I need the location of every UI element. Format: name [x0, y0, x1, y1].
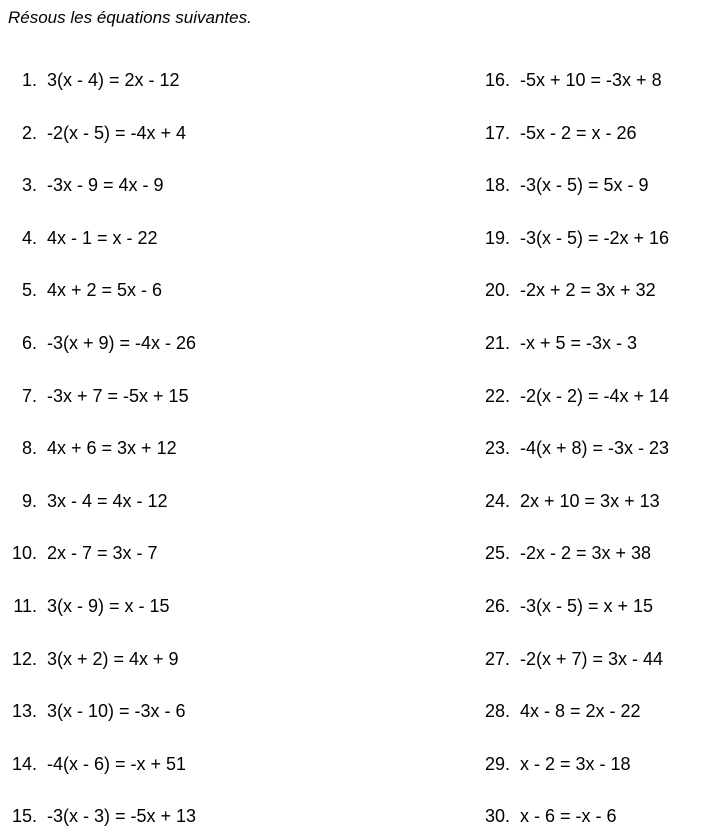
equation-item [470, 226, 669, 250]
equation-text: -4(x - 6) = -x + 51 [47, 753, 187, 774]
equation-text: 3(x - 9) = x - 15 [47, 596, 170, 616]
equation-item [470, 68, 662, 92]
equation-number: 16. [484, 70, 510, 90]
equation-text: 4x - 1 = x - 22 [47, 227, 158, 248]
equation-number: 26. [484, 596, 510, 616]
equation-text: -2(x - 2) = -4x + 14 [520, 385, 670, 406]
equation-text: 4x + 6 = 3x + 12 [47, 438, 177, 459]
equation-text: -5x + 10 = -3x + 8 [520, 70, 662, 90]
equation-item [470, 489, 660, 513]
equation-item [0, 384, 189, 408]
equation-number: 12. [11, 648, 37, 669]
equation-item [0, 699, 186, 723]
equation-text: -2(x + 7) = 3x - 44 [520, 648, 664, 669]
equation-number: 20. [484, 280, 510, 301]
equation-item [470, 384, 669, 408]
equation-item [0, 804, 196, 828]
equation-item [0, 594, 170, 618]
equation-number: 15. [11, 806, 37, 827]
equation-text: -3(x - 5) = -2x + 16 [520, 227, 670, 248]
equation-item [470, 752, 631, 776]
equation-number: 9. [21, 490, 37, 511]
equation-item [0, 173, 164, 197]
equation-text: 3(x - 4) = 2x - 12 [47, 70, 180, 90]
equation-item [470, 173, 649, 197]
equation-text: -3(x - 5) = 5x - 9 [520, 175, 649, 196]
equation-number: 1. [21, 70, 37, 90]
equation-item [470, 331, 637, 355]
equation-text: 3(x + 2) = 4x + 9 [47, 648, 179, 669]
equation-number: 6. [21, 333, 37, 353]
equation-number: 21. [484, 333, 510, 353]
equation-number: 10. [11, 543, 37, 564]
equation-number: 8. [21, 438, 37, 459]
equation-item [0, 541, 158, 565]
equation-text: -2x + 2 = 3x + 32 [520, 280, 656, 301]
equation-item [0, 68, 180, 92]
equation-number: 2. [21, 122, 37, 143]
equation-number: 17. [484, 122, 510, 143]
equation-text: -3x - 9 = 4x - 9 [47, 175, 164, 196]
equation-text: -3x + 7 = -5x + 15 [47, 385, 189, 406]
equation-item [470, 121, 637, 145]
equation-text: -3(x + 9) = -4x - 26 [47, 333, 197, 353]
equation-text: -3(x - 5) = x + 15 [520, 596, 654, 616]
equation-number: 29. [484, 753, 510, 774]
equation-item [0, 436, 177, 460]
equation-number: 14. [11, 753, 37, 774]
equation-number: 28. [484, 701, 510, 722]
equation-number: 25. [484, 543, 510, 564]
equation-text: 3(x - 10) = -3x - 6 [47, 701, 186, 722]
equation-item [470, 699, 641, 723]
equation-number: 24. [484, 490, 510, 511]
equation-number: 23. [484, 438, 510, 459]
worksheet-title: Résous les équations suivantes. [8, 8, 252, 27]
equation-item [470, 541, 651, 565]
equation-item [470, 594, 653, 618]
equation-text: 4x + 2 = 5x - 6 [47, 280, 163, 301]
equation-number: 27. [484, 648, 510, 669]
equation-text: -3(x - 3) = -5x + 13 [47, 806, 197, 827]
equation-text: 2x + 10 = 3x + 13 [520, 490, 660, 511]
equation-text: -4(x + 8) = -3x - 23 [520, 438, 670, 459]
equation-item [0, 331, 196, 355]
equation-number: 19. [484, 227, 510, 248]
equation-number: 13. [11, 701, 37, 722]
equation-item [0, 226, 158, 250]
equation-number: 7. [21, 385, 37, 406]
equation-item [470, 647, 663, 671]
equation-number: 30. [484, 806, 510, 827]
equation-text: -x + 5 = -3x - 3 [520, 333, 638, 353]
equation-number: 5. [21, 280, 37, 301]
equation-number: 18. [484, 175, 510, 196]
equation-item [0, 121, 186, 145]
equation-item [470, 436, 669, 460]
equation-text: 4x - 8 = 2x - 22 [520, 701, 641, 722]
equation-item [0, 278, 162, 302]
equation-text: 2x - 7 = 3x - 7 [47, 543, 158, 564]
equation-text: -5x - 2 = x - 26 [520, 122, 637, 143]
equation-number: 22. [484, 385, 510, 406]
equation-text: x - 2 = 3x - 18 [520, 753, 631, 774]
equation-item [0, 647, 179, 671]
equation-number: 4. [21, 227, 37, 248]
equation-item [470, 278, 656, 302]
equation-text: -2x - 2 = 3x + 38 [520, 543, 652, 564]
equation-item [0, 489, 168, 513]
equation-text: -2(x - 5) = -4x + 4 [47, 122, 187, 143]
equation-number: 3. [21, 175, 37, 196]
equation-item [0, 752, 186, 776]
equation-text: 3x - 4 = 4x - 12 [47, 490, 168, 511]
equation-number: 11. [13, 596, 37, 616]
equation-text: x - 6 = -x - 6 [520, 806, 617, 827]
equation-item [470, 804, 617, 828]
